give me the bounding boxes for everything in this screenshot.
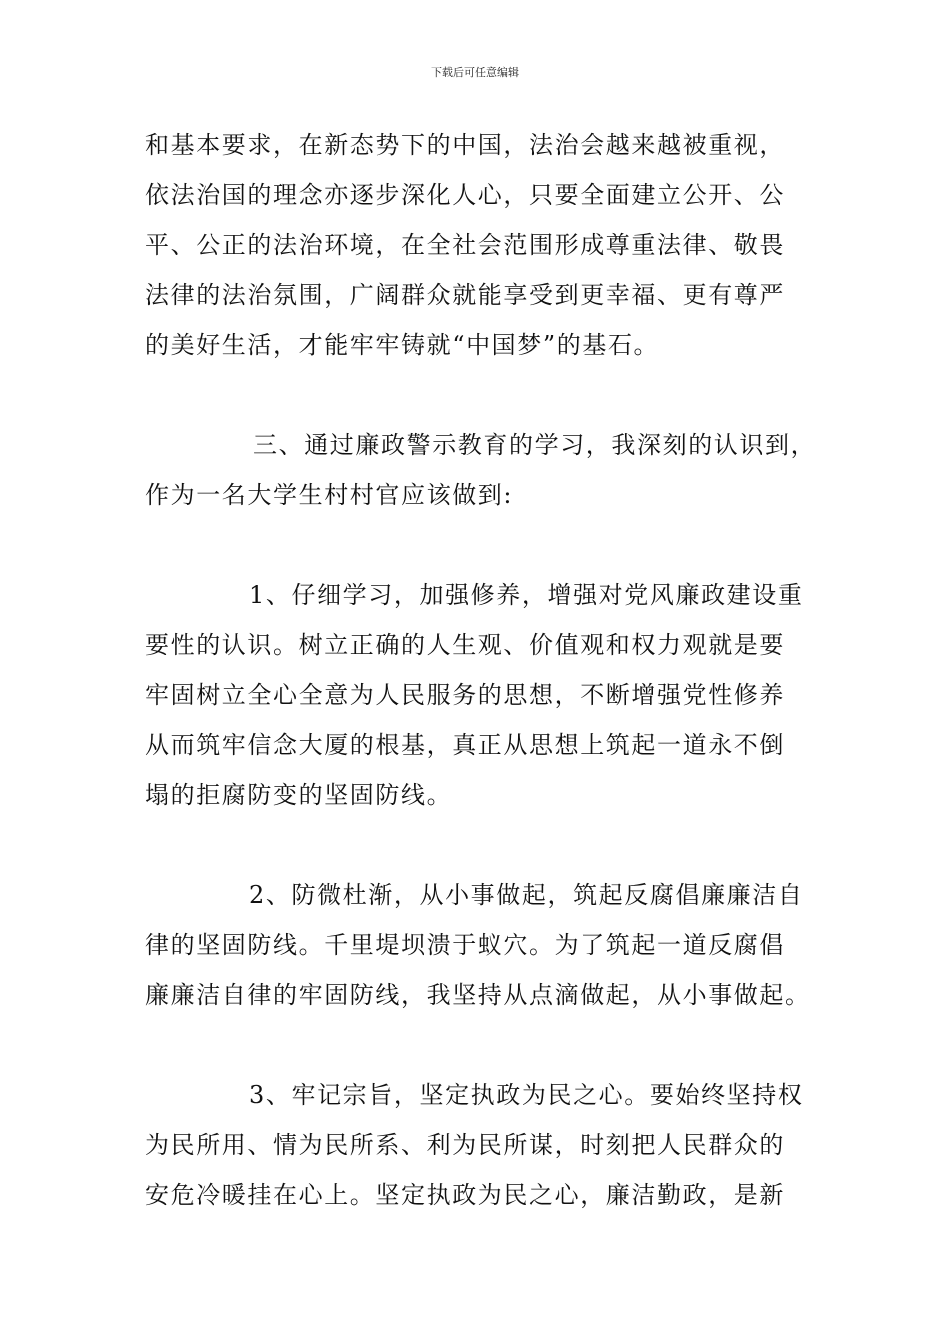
list-item-heading-line: 1、仔细学习，加强修养，增强对党风廉政建设重 (249, 581, 804, 609)
paragraph-item-3 (145, 1070, 815, 1220)
text-line: 为民所用、情为民所系、利为民所谋，时刻把人民群众的 (145, 1131, 785, 1159)
text-line: 和基本要求，在新态势下的中国，法治会越来越被重视， (145, 131, 785, 159)
text-line: 法律的法治氛围，广阔群众就能享受到更幸福、更有尊严 (145, 281, 785, 309)
text-line: 牢固树立全心全意为人民服务的思想，不断增强党性修养 (145, 681, 785, 709)
paragraph-rule-of-law (145, 120, 815, 370)
text-line: 平、公正的法治环境，在全社会范围形成尊重法律、敬畏 (145, 231, 785, 259)
text-line: 作为一名大学生村村官应该做到: (145, 481, 514, 509)
text-line: 塌的拒腐防变的坚固防线。 (145, 781, 453, 809)
list-item-heading-line: 3、牢记宗旨，坚定执政为民之心。要始终坚持权 (249, 1081, 804, 1109)
text-line: 依法治国的理念亦逐步深化人心，只要全面建立公开、公 (145, 181, 785, 209)
paragraph-section-three (145, 420, 815, 520)
document-body (145, 120, 815, 1270)
page-header-note: 下载后可任意编辑 (431, 66, 519, 79)
paragraph-item-1 (145, 570, 815, 820)
text-line: 要性的认识。树立正确的人生观、价值观和权力观就是要 (145, 631, 785, 659)
text-line: 廉廉洁自律的牢固防线，我坚持从点滴做起，从小事做起。 (145, 981, 811, 1009)
section-heading-line: 三、通过廉政警示教育的学习，我深刻的认识到， (253, 431, 817, 459)
text-line: 的美好生活，才能牢牢铸就“中国梦”的基石。 (145, 331, 660, 359)
list-item-heading-line: 2、防微杜渐，从小事做起，筑起反腐倡廉廉洁自 (249, 881, 804, 909)
text-line: 从而筑牢信念大厦的根基，真正从思想上筑起一道永不倒 (145, 731, 785, 759)
text-line: 安危冷暖挂在心上。坚定执政为民之心，廉洁勤政，是新 (145, 1181, 785, 1209)
text-line: 律的坚固防线。千里堤坝溃于蚁穴。为了筑起一道反腐倡 (145, 931, 785, 959)
paragraph-item-2 (145, 870, 815, 1020)
